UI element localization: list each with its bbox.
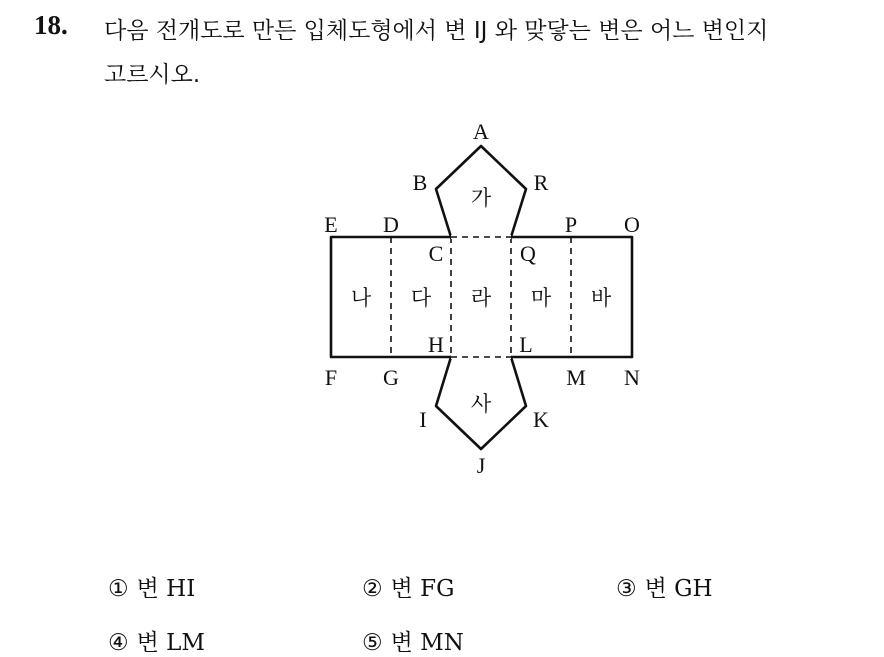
vertex-label-B: B (412, 170, 428, 195)
choice-number: ① (108, 576, 129, 602)
face-label-ma: 마 (530, 286, 552, 310)
vertex-label-G: G (383, 365, 399, 390)
choice-text: 변 MN (390, 630, 464, 656)
face-label-ba: 바 (590, 286, 612, 310)
vertex-label-Q: Q (520, 241, 536, 266)
choice-text: 변 FG (390, 576, 455, 602)
choice-5[interactable] (362, 624, 464, 657)
question-text-line-2: 고르시오. (104, 62, 201, 88)
vertex-label-I: I (419, 407, 427, 432)
vertex-label-L: L (519, 332, 533, 357)
choice-number: ⑤ (362, 630, 383, 656)
choice-4[interactable] (108, 624, 205, 657)
choice-number: ③ (616, 576, 637, 602)
vertex-label-H: H (428, 332, 444, 357)
face-label-na: 나 (350, 286, 372, 310)
question-text-line-1: 다음 전개도로 만든 입체도형에서 변 IJ 와 맞닿는 변은 어느 변인지 (104, 18, 769, 44)
choice-number: ② (362, 576, 383, 602)
vertex-label-M: M (566, 365, 586, 390)
vertex-label-J: J (476, 453, 486, 478)
vertex-label-A: A (473, 119, 489, 144)
face-label-sa: 사 (470, 392, 492, 416)
vertex-label-C: C (428, 241, 444, 266)
choice-number: ④ (108, 630, 129, 656)
choice-text: 변 LM (136, 630, 205, 656)
vertex-label-P: P (564, 212, 578, 237)
choice-1[interactable] (108, 570, 195, 603)
choice-text: 변 HI (136, 576, 196, 602)
choice-text: 변 GH (644, 576, 713, 602)
vertex-label-O: O (624, 212, 640, 237)
vertex-label-E: E (324, 212, 338, 237)
face-label-da: 다 (410, 286, 432, 310)
vertex-label-K: K (533, 407, 549, 432)
face-label-ra: 라 (470, 286, 492, 310)
face-label-ga: 가 (470, 186, 492, 210)
vertex-label-R: R (533, 170, 549, 195)
choice-2[interactable] (362, 570, 455, 603)
vertex-label-N: N (624, 365, 640, 390)
question-number: 18. (34, 10, 68, 40)
vertex-label-D: D (383, 212, 399, 237)
choice-3[interactable] (616, 570, 713, 603)
vertex-label-F: F (324, 365, 338, 390)
